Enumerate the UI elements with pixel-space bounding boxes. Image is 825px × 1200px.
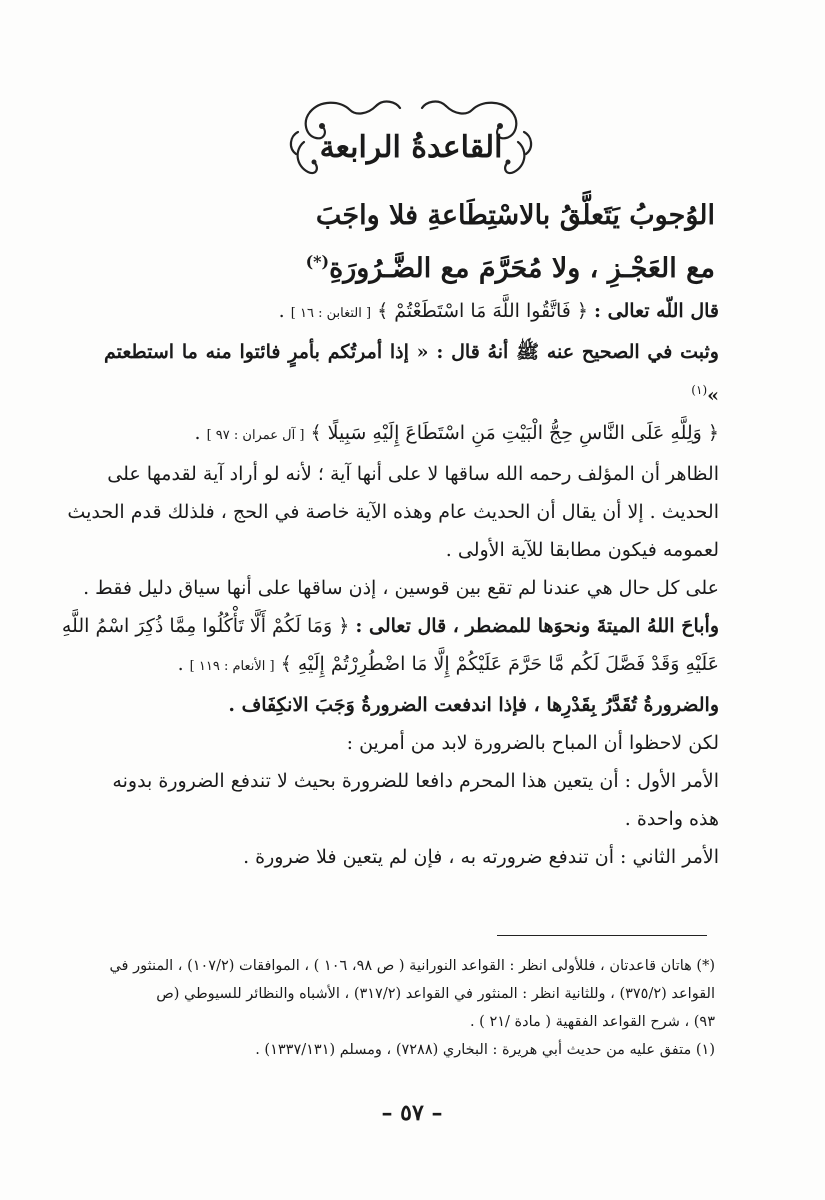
p6-line-1 [61,607,719,645]
p4-line-3: لعمومه فيكون مطابقا للآية الأولى . [445,539,719,562]
p8-text: لكن لاحظوا أن المباح بالضرورة لابد من أمرين : [346,732,719,755]
rule-statement [155,193,715,292]
main-text [61,292,719,876]
p3-citation: [ آل عمران : ٩٧ ] [206,428,305,444]
footnote-star-line-2: القواعد (٣٧٥/٢) ، وللثانية انظر : المنثور في القواعد (٣١٧/٢) ، الأشباه والنظائر للسيوطي (ص [156,986,715,1002]
paragraph-3 [104,414,719,455]
p9-line-2: هذه واحدة . [624,808,719,831]
footnote-star-line-1: (*) هاتان قاعدتان ، فللأولى انظر : القواعد النورانية ( ص ٩٨، ١٠٦ ) ، الموافقات (١٠٧/٢) ، المنثور في [109,958,715,974]
p2-hadith: وثبت في الصحيح عنه ﷺ أنهُ قال : « إذا أمرتُكم بأمرٍ فائتوا منه ما استطعتم » [104,341,719,407]
paragraph-9 [104,762,719,838]
paragraph-7 [104,686,719,724]
footnotes [105,952,715,1064]
p1-lead: قال اللّه تعالى : [594,300,719,322]
rule-line-1: الوُجوبُ يَتَعلَّقُ بالاسْتِطَاعةِ فلا واجَبَ [315,200,715,231]
paragraph-6 [61,607,719,686]
p1-verse: ﴿ فَاتَّقُوا اللَّهَ مَا اسْتَطَعْتُمْ ﴾ [377,300,588,322]
p2-footnote-ref: (١) [691,383,708,397]
p7-text: والضرورةُ تُقَدَّرُ بِقَدْرِها ، فإذا اندفعت الضرورةُ وَجَبَ الانكِفَاف . [228,694,719,717]
paragraph-4 [67,455,719,569]
rule-line-2-text: مع العَجْـزِ ، ولا مُحَرَّمَ مع الضَّـرُورَةِ [329,253,715,284]
chapter-title: القاعدةُ الرابعة [319,130,503,165]
page-number: – ٥٧ – [381,1100,443,1126]
p4-line-1: الظاهر أن المؤلف رحمه الله ساقها لا على أنها آية ؛ لأنه لو أراد آية لقدمها على [107,463,719,486]
p3-end: . [194,422,201,445]
footnote-1: (١) متفق عليه من حديث أبي هريرة : البخاري (٧٢٨٨) ، ومسلم (١٣٣٧/١٣١) . [255,1042,715,1058]
p1-citation: [ التغابن : ١٦ ] [290,306,372,321]
paragraph-2 [104,333,719,414]
p6-verse-part-1: ﴿ وَمَا لَكُمْ أَلَّا تَأْكُلُوا مِمَّا ذُكِرَ اسْمُ اللَّهِ [61,615,350,638]
p6-verse-part-2: عَلَيْهِ وَقَدْ فَصَّلَ لَكُم مَّا حَرَّمَ عَلَيْكُمْ إِلَّا مَا اضْطُرِرْتُمْ إِلَيْهِ ﴾ [280,653,719,676]
p3-verse: ﴿ وَلِلَّهِ عَلَى النَّاسِ حِجُّ الْبَيْتِ مَنِ اسْتَطَاعَ إِلَيْهِ سَبِيلًا ﴾ [310,422,719,445]
footnote-star-line-3: ٩٣) ، شرح القواعد الفقهية ( مادة /٢١ ) . [469,1014,715,1030]
p6-citation: [ الأنعام : ١١٩ ] [189,659,275,675]
paragraph-1 [104,292,719,333]
p5-text: على كل حال هي عندنا لم تقع بين قوسين ، إذن ساقها على أنها سياق دليل فقط . [83,577,719,600]
paragraph-5 [83,569,719,607]
p6-line-2 [104,645,719,686]
p6-lead: وأباحَ اللهُ الميتةَ ونحوَها للمضطر ، قال تعالى : [355,615,719,638]
footnote-divider [497,935,707,936]
p1-end: . [278,300,285,322]
p9-line-1: الأمر الأول : أن يتعين هذا المحرم دافعا للضرورة بحيث لا تندفع الضرورة بدونه [112,770,719,793]
rule-footnote-marker: (*) [305,252,330,271]
paragraph-8 [104,724,719,762]
p4-line-2: الحديث . إلا أن يقال أن الحديث عام وهذه الآية خاصة في الحج ، فلذلك قدم الحديث [67,501,719,524]
p10-text: الأمر الثاني : أن تندفع ضرورته به ، فإن لم يتعين فلا ضرورة . [243,846,719,869]
rule-line-2 [155,239,715,292]
paragraph-10 [104,838,719,876]
p6-end: . [177,653,184,676]
